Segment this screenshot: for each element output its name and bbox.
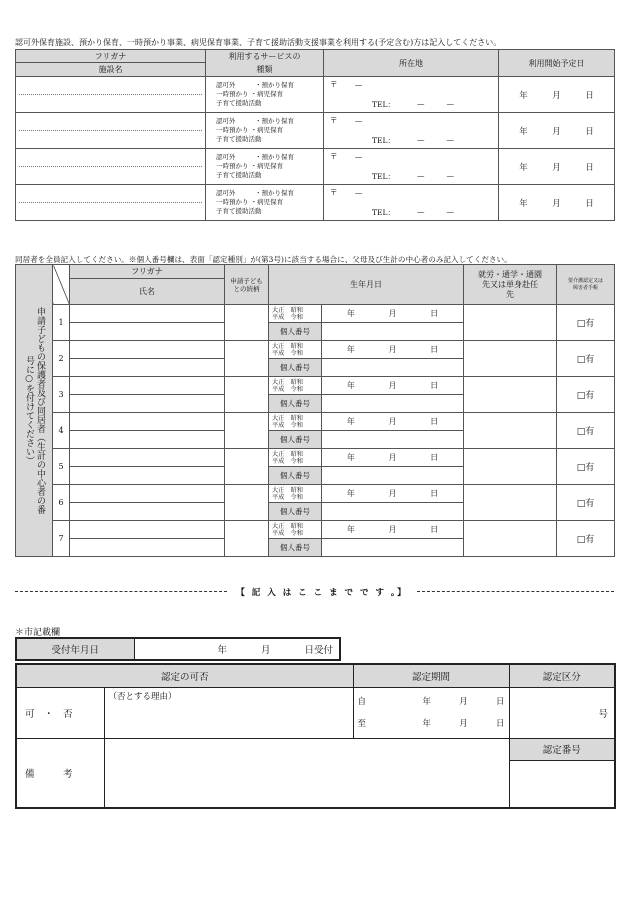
tel-label: TEL： [372,136,395,145]
service-option[interactable]: 一時預かり ・病児保育 [216,162,284,170]
received-date-field[interactable]: 年 月 日受付 [134,638,340,660]
era-options[interactable]: 大正 昭和 平成 令和 [269,341,322,359]
facility-row [16,77,615,113]
period-header: 認定期間 [353,664,509,687]
care-checkbox[interactable]: □有 [557,377,615,413]
period-field[interactable]: 自 年 月 日 至 年 月 日 [353,687,509,738]
work-field[interactable] [464,341,557,377]
category-header: 認定区分 [509,664,615,687]
household-row [16,485,615,503]
start-date-field[interactable]: 年 月 日 [519,90,594,101]
kojin-label: 個人番号 [269,359,322,377]
facility-name-field[interactable] [19,131,202,148]
zip-dash: — [354,116,363,125]
service-option[interactable]: 子育て援助活動 [216,207,262,215]
care-checkbox[interactable]: □有 [557,521,615,557]
service-option[interactable]: 一時預かり ・病児保育 [216,126,284,134]
care-checkbox[interactable]: □有 [557,413,615,449]
service-option[interactable]: 一時預かり ・病児保育 [216,198,284,206]
end-marker-line [417,591,614,592]
end-marker-text: 【 記 入 は こ こ ま で で す 。】 [236,588,408,598]
relation-header [225,265,269,305]
birthdate-header: 生年月日 [269,265,464,305]
service-option[interactable]: ・預かり保育 [255,189,294,197]
kojin-label: 個人番号 [269,431,322,449]
facility-row [16,113,615,149]
facility-furigana-field[interactable] [19,185,202,203]
service-option[interactable]: 認可外 [216,189,236,197]
service-option[interactable]: 一時預かり ・病児保育 [216,90,284,98]
approval-table [15,663,616,809]
household-table [15,264,615,557]
row-number[interactable]: 2 [53,341,70,377]
tel-dash: — [446,207,454,216]
era-options[interactable]: 大正 昭和 平成 令和 [269,521,322,539]
member-name-field[interactable] [70,323,225,341]
relation-header-1: 申請子ども [230,276,263,285]
diagonal-cell [53,265,70,305]
member-name-field[interactable] [70,503,225,521]
era-options[interactable]: 大正 昭和 平成 令和 [269,413,322,431]
address-field[interactable] [324,185,498,220]
household-row [16,449,615,467]
care-header [557,265,615,305]
start-date-header: 利用開始予定日 [499,50,615,77]
era-options[interactable]: 大正 昭和 平成 令和 [269,449,322,467]
work-field[interactable] [464,305,557,341]
care-header-2: 障害者手帳 [572,284,598,291]
start-date-field[interactable]: 年 月 日 [519,126,594,137]
member-name-field[interactable] [70,539,225,557]
row-number[interactable]: 1 [53,305,70,341]
section1-intro: 認可外保育施設、預かり保育、一時預かり事業、病児保育事業、子育て援助活動支援事業を利用する(予定含む)方は記入してください。 [15,38,502,47]
birthdate-field[interactable]: 年 月 日 [346,417,439,426]
row-number[interactable]: 7 [53,521,70,557]
birthdate-field[interactable]: 年 月 日 [346,489,439,498]
name-header: 氏名 [70,279,225,305]
kojin-label: 個人番号 [269,323,322,341]
zip-mark: 〒 [330,116,338,125]
tel-dash: — [416,99,425,108]
work-field[interactable] [464,521,557,557]
tel-label: TEL： [372,100,395,109]
service-option[interactable]: ・預かり保育 [255,117,294,125]
work-header-3: 先 [506,289,514,299]
era-options[interactable]: 大正 昭和 平成 令和 [269,485,322,503]
tel-dash: — [416,135,425,144]
facility-name-header: 施設名 [16,63,206,77]
birthdate-field[interactable]: 年 月 日 [346,453,439,462]
address-field[interactable] [324,113,498,148]
work-header-1: 就労・通学・通園 [478,269,542,279]
member-name-field[interactable] [70,359,225,377]
tel-dash: — [446,171,454,180]
household-side-label: 申請子どもの保護者及び同居者（生計の中心者の番号に○を付けてください） [24,307,45,514]
reason-field[interactable] [104,687,353,738]
zip-dash: — [354,188,363,197]
reason-label: （否とする理由） [108,691,177,702]
birthdate-field[interactable]: 年 月 日 [346,525,439,534]
member-name-field[interactable] [70,431,225,449]
row-number[interactable]: 5 [53,449,70,485]
facility-name-field[interactable] [19,203,202,220]
category-field[interactable]: 号 [509,687,615,738]
member-furigana-field[interactable] [70,521,225,539]
work-header [464,265,557,305]
work-header-2: 先又は単身赴任 [482,279,538,289]
relation-field[interactable] [225,377,269,413]
work-field[interactable] [464,485,557,521]
address-header: 所在地 [324,50,499,77]
start-date-field[interactable]: 年 月 日 [519,198,594,209]
member-furigana-field[interactable] [70,449,225,467]
member-furigana-field[interactable] [70,305,225,323]
relation-field[interactable] [225,341,269,377]
birthdate-field[interactable]: 年 月 日 [346,345,439,354]
household-row [16,377,615,395]
member-name-field[interactable] [70,467,225,485]
relation-field[interactable] [225,449,269,485]
household-row [16,521,615,539]
zip-dash: — [354,152,363,161]
received-label: 受付年月日 [16,638,134,660]
relation-field[interactable] [225,521,269,557]
city-use-title: ＊市記載欄 [15,628,61,638]
furigana-header: フリガナ [16,50,206,63]
tel-dash: — [446,99,454,108]
row-number[interactable]: 4 [53,413,70,449]
tel-dash: — [416,207,425,216]
zip-mark: 〒 [330,152,338,161]
facility-row [16,185,615,221]
service-option[interactable]: 子育て援助活動 [216,99,262,107]
household-row [16,413,615,431]
member-furigana-field[interactable] [70,377,225,395]
era-options[interactable]: 大正 昭和 平成 令和 [269,305,322,323]
facility-name-field[interactable] [19,167,202,184]
received-table [15,637,341,661]
remarks-label: 備 考 [16,738,104,808]
furigana-header: フリガナ [70,265,225,279]
birthdate-field[interactable]: 年 月 日 [346,381,439,390]
tel-dash: — [446,135,454,144]
zip-mark: 〒 [330,188,338,197]
member-name-field[interactable] [70,395,225,413]
care-checkbox[interactable]: □有 [557,341,615,377]
number-field[interactable] [509,760,615,808]
tel-dash: — [416,171,425,180]
member-furigana-field[interactable] [70,485,225,503]
facility-furigana-field[interactable] [19,149,202,167]
household-side-label-cell [16,265,53,557]
kojin-label: 個人番号 [269,467,322,485]
service-type-header-1: 利用するサービスの [228,52,301,61]
section2-intro: 同居者を全員記入してください。※個人番号欄は、表面「認定種別」が(第3号)に該当する場合に、父母及び生計の中心者のみ記入してください。 [15,255,512,264]
remarks-field[interactable] [104,738,509,808]
birthdate-field[interactable]: 年 月 日 [346,309,439,318]
work-field[interactable] [464,449,557,485]
address-field[interactable] [324,77,498,112]
row-number[interactable]: 3 [53,377,70,413]
member-furigana-field[interactable] [70,341,225,359]
care-checkbox[interactable]: □有 [557,449,615,485]
relation-field[interactable] [225,305,269,341]
end-marker-row [15,586,614,596]
household-row [16,305,615,323]
facility-furigana-field[interactable] [19,77,202,95]
number-header: 認定番号 [509,738,615,760]
approval-header: 認定の可否 [16,664,353,687]
facility-table [15,49,615,221]
kojin-label: 個人番号 [269,395,322,413]
member-furigana-field[interactable] [70,413,225,431]
kojin-label: 個人番号 [269,539,322,557]
relation-field[interactable] [225,413,269,449]
relation-header-2: との続柄 [233,284,260,293]
care-checkbox[interactable]: □有 [557,305,615,341]
household-row [16,341,615,359]
tel-label: TEL： [372,208,395,217]
service-option[interactable]: 子育て援助活動 [216,171,262,179]
approval-label[interactable]: 可 ・ 否 [16,687,104,738]
service-type-header-2: 種類 [256,65,273,74]
end-marker-line [15,591,227,592]
service-option[interactable]: 認可外 [216,81,236,89]
relation-field[interactable] [225,485,269,521]
service-option[interactable]: ・預かり保育 [255,153,294,161]
facility-furigana-field[interactable] [19,113,202,131]
tel-label: TEL： [372,172,395,181]
row-number[interactable]: 6 [53,485,70,521]
work-field[interactable] [464,377,557,413]
care-header-1: 要介護認定又は [567,277,603,284]
service-option[interactable]: ・預かり保育 [255,81,294,89]
facility-name-field[interactable] [19,95,202,112]
zip-dash: — [354,80,363,89]
kojin-label: 個人番号 [269,503,322,521]
zip-mark: 〒 [330,80,338,89]
era-options[interactable]: 大正 昭和 平成 令和 [269,377,322,395]
service-option[interactable]: 認可外 [216,153,236,161]
service-option[interactable]: 認可外 [216,117,236,125]
care-checkbox[interactable]: □有 [557,485,615,521]
address-field[interactable] [324,149,498,184]
facility-row [16,149,615,185]
work-field[interactable] [464,413,557,449]
start-date-field[interactable]: 年 月 日 [519,162,594,173]
service-option[interactable]: 子育て援助活動 [216,135,262,143]
